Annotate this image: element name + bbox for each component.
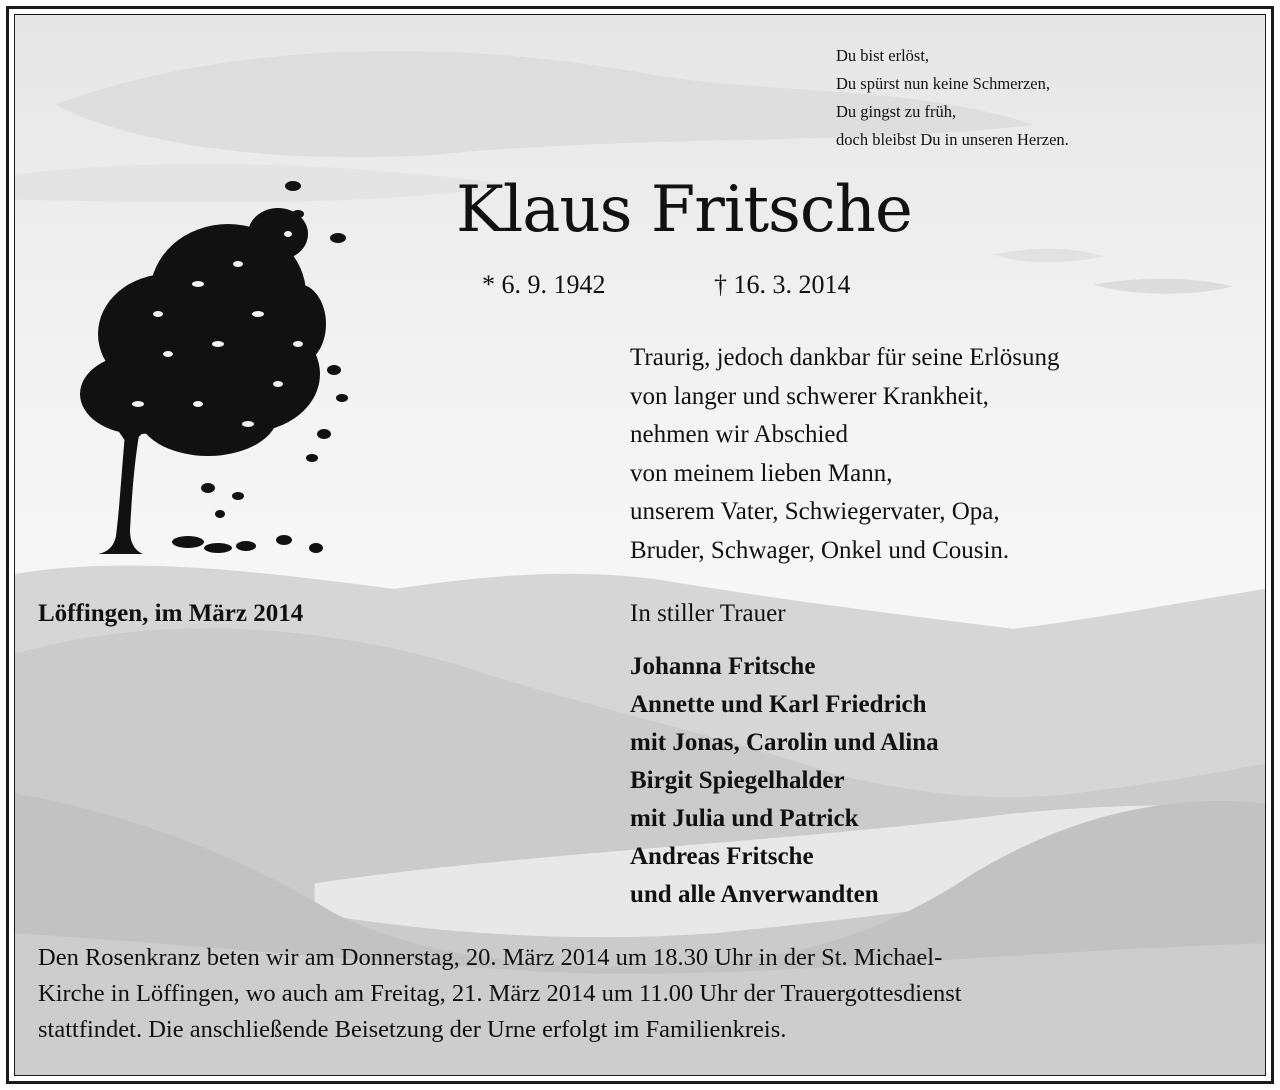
poem-line: Du gingst zu früh, <box>836 102 957 121</box>
service-notice <box>38 940 1248 1048</box>
deceased-name: Klaus Fritsche <box>456 173 912 247</box>
announcement-line: Bruder, Schwager, Onkel und Cousin. <box>630 536 1010 564</box>
announcement-line: unserem Vater, Schwiegervater, Opa, <box>630 498 1000 525</box>
announcement-line: nehmen wir Abschied <box>630 421 849 448</box>
service-notice-line: Kirche in Löffingen, wo auch am Freitag, 21. März 2014 um 11.00 Uhr der Trauergottesdienst <box>38 980 962 1007</box>
service-notice-line: Den Rosenkranz beten wir am Donnerstag, 20. März 2014 um 18.30 Uhr in der St. Michael- <box>38 944 943 971</box>
announcement-line: von meinem lieben Mann, <box>630 459 893 487</box>
mourner: mit Jonas, Carolin und Alina <box>630 729 939 756</box>
mourner: Annette und Karl Friedrich <box>630 691 927 718</box>
poem-line: doch bleibst Du in unseren Herzen. <box>836 130 1069 149</box>
death-date: † 16. 3. 2014 <box>714 270 851 299</box>
announcement-line: von langer und schwerer Krankheit, <box>630 382 989 410</box>
mourning-label: In stiller Trauer <box>630 600 786 627</box>
announcement-line: Traurig, jedoch dankbar für seine Erlösung <box>630 344 1060 371</box>
announcement-text <box>630 339 1060 570</box>
mourner: und alle Anverwandten <box>630 881 879 908</box>
service-notice-line: stattfindet. Die anschließende Beisetzung der Urne erfolgt im Familienkreis. <box>38 1016 787 1043</box>
mourner: Birgit Spiegelhalder <box>630 767 845 794</box>
windblown-tree-icon <box>48 174 358 566</box>
mourners-list <box>630 648 939 914</box>
poem-line: Du spürst nun keine Schmerzen, <box>836 74 1050 93</box>
mourner: Johanna Fritsche <box>630 653 816 680</box>
place-and-date: Löffingen, im März 2014 <box>38 600 304 627</box>
mourner: mit Julia und Patrick <box>630 805 859 832</box>
mourner: Andreas Fritsche <box>630 843 814 870</box>
poem-line: Du bist erlöst, <box>836 46 930 65</box>
birth-date: * 6. 9. 1942 <box>482 270 606 299</box>
poem <box>836 42 1069 154</box>
